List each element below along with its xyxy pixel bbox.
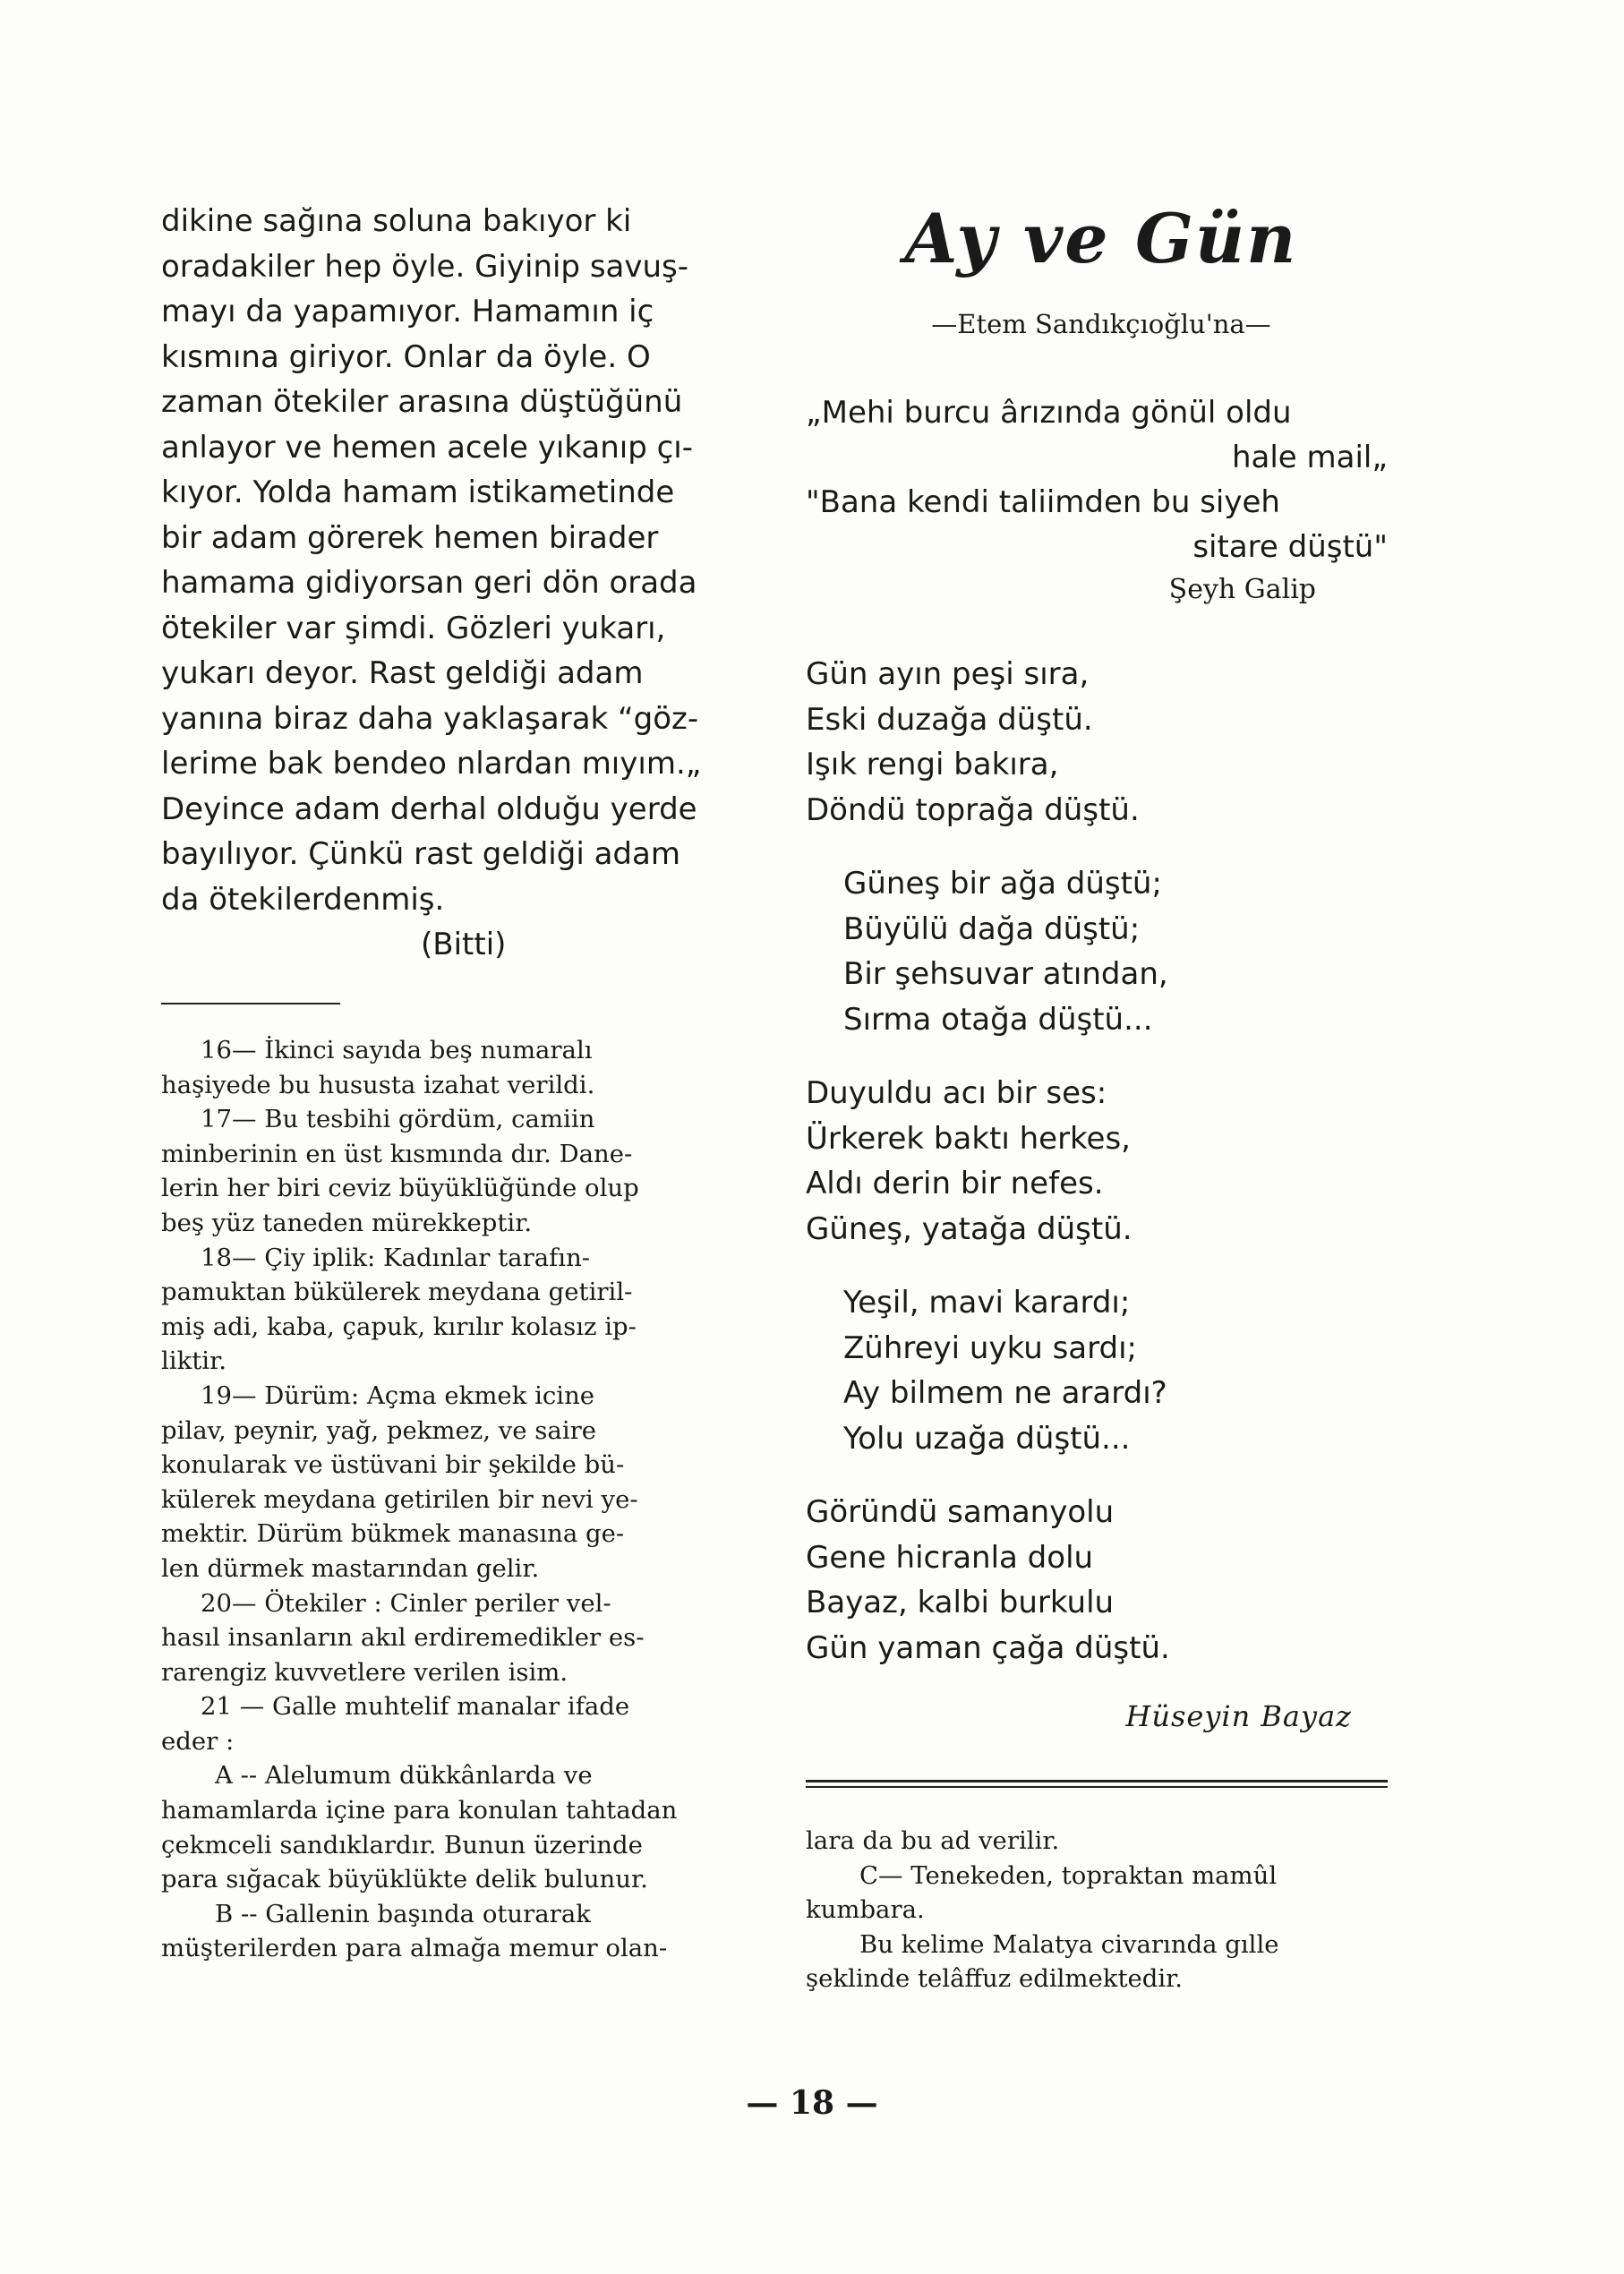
footnote-line: minberinin en üst kısmında dır. Dane-	[161, 1139, 633, 1168]
poem-line: Güneş, yatağa düştü.	[806, 1210, 1133, 1247]
footnote-line: hamamlarda içine para konulan tahtadan	[161, 1796, 678, 1825]
footnote-line: B -- Gallenin başında oturarak	[215, 1899, 591, 1928]
stanza	[806, 652, 1397, 833]
poem-title: Ay ve Gün	[904, 199, 1298, 278]
prose-line: oradakiler hep öyle. Giyinip savuş-	[161, 248, 689, 285]
footnote-line: lara da bu ad verilir.	[806, 1826, 1060, 1855]
footnote-line: beş yüz taneden mürekkeptir.	[161, 1208, 533, 1237]
poem-line: Güneş bir ağa düştü;	[843, 866, 1162, 902]
stanza	[806, 1071, 1397, 1252]
footnote-line: konularak ve üstüvani bir şekilde bü-	[161, 1450, 625, 1480]
prose-line: bir adam görerek hemen birader	[161, 519, 659, 556]
footnote-line: müşterilerden para almağa memur olan-	[161, 1934, 668, 1963]
stanza	[806, 1280, 1397, 1461]
stanza	[806, 861, 1397, 1042]
footnote-line: miş adi, kaba, çapuk, kırılır kolasız ip-	[161, 1312, 637, 1341]
footnote-line: para sığacak büyüklükte delik bulunur.	[161, 1865, 648, 1894]
poem-line: Yeşil, mavi karardı;	[843, 1285, 1131, 1321]
story-text	[161, 199, 743, 922]
prose-line: kısmına giriyor. Onlar da öyle. O	[161, 338, 651, 375]
epigraph-line: sitare düştü"	[1192, 529, 1388, 565]
poem-line: Sırma otağa düştü...	[843, 1001, 1153, 1038]
prose-line: lerime bak bendeo nlardan mıyım.„	[161, 746, 702, 782]
poem-line: Gün yaman çağa düştü.	[806, 1629, 1170, 1666]
footnote-line: 20— Ötekiler : Cinler periler vel-	[201, 1588, 611, 1618]
poem-line: Gün ayın peşi sıra,	[806, 656, 1090, 692]
prose-line: yukarı deyor. Rast geldiği adam	[161, 655, 644, 691]
epigraph-line: "Bana kendi taliimden bu siyeh	[806, 484, 1280, 520]
footnote-line: lerin her biri ceviz büyüklüğünde olup	[161, 1174, 639, 1203]
footnote-line: hasıl insanların akıl erdiremedikler es-	[161, 1623, 645, 1653]
page-number: — 18 —	[746, 2084, 878, 2122]
footnote-line: len dürmek mastarından gelir.	[161, 1553, 540, 1583]
poem-line: Ürkerek baktı herkes,	[806, 1120, 1131, 1157]
end-mark: (Bitti)	[421, 927, 507, 962]
footnote-line: mektir. Dürüm bükmek manasına ge-	[161, 1519, 625, 1549]
footnote-line: eder :	[161, 1726, 235, 1756]
footnote-line: 21 — Galle muhtelif manalar ifade	[201, 1692, 630, 1722]
prose-line: anlayor ve hemen acele yıkanıp çı-	[161, 429, 693, 466]
footnote-line: 17— Bu tesbihi gördüm, camiin	[201, 1105, 595, 1134]
footnote-line: A -- Alelumum dükkânlarda ve	[215, 1761, 593, 1791]
poem-line: Ay bilmem ne arardı?	[843, 1375, 1167, 1411]
poem-line: Göründü samanyolu	[806, 1494, 1115, 1530]
poem-line: Yolu uzağa düştü...	[843, 1420, 1131, 1457]
section-divider	[806, 1780, 1388, 1788]
footnote-line: kumbara.	[806, 1895, 925, 1925]
prose-line: yanına biraz daha yaklaşarak “göz-	[161, 700, 699, 737]
footnote-line: 19— Dürüm: Açma ekmek icine	[201, 1381, 595, 1410]
epigraph-line: „Mehi burcu ârızında gönül oldu	[806, 395, 1292, 431]
epigraph-line: hale mail„	[1231, 440, 1388, 475]
footnote-line: rarengiz kuvvetlere verilen isim.	[161, 1657, 568, 1687]
prose-line: kıyor. Yolda hamam istikametinde	[161, 474, 675, 510]
footnote-line: Bu kelime Malatya civarında gılle	[859, 1929, 1279, 1959]
prose-line: bayılıyor. Çünkü rast geldiği adam	[161, 836, 680, 872]
footnote-line: liktir.	[161, 1346, 227, 1376]
prose-line: da ötekilerdenmiş.	[161, 881, 445, 918]
poem-line: Işık rengi bakıra,	[806, 747, 1059, 782]
left-column	[161, 199, 743, 1966]
poem-line: Eski duzağa düştü.	[806, 701, 1093, 738]
footnote-line: 18— Çiy iplik: Kadınlar tarafın-	[201, 1243, 591, 1272]
footnote-continuation	[806, 1824, 1397, 1996]
footnote-line: haşiyede bu hususta izahat verildi.	[161, 1070, 595, 1099]
prose-line: dikine sağına soluna bakıyor ki	[161, 203, 632, 239]
poem-line: Gene hicranla dolu	[806, 1539, 1094, 1576]
poem-line: Büyülü dağa düştü;	[843, 910, 1141, 947]
footnote-line: 16— İkinci sayıda beş numaralı	[201, 1036, 593, 1064]
poem-line: Aldı derin bir nefes.	[806, 1166, 1104, 1201]
footnote-line: pilav, peynir, yağ, pekmez, ve saire	[161, 1415, 597, 1445]
footnotes	[161, 1033, 743, 1966]
dedication: —Etem Sandıkçıoğlu'na—	[931, 309, 1271, 339]
poem-line: Zühreyi uyku sardı;	[843, 1329, 1137, 1366]
poet-signature: Hüseyin Bayaz	[1125, 1699, 1352, 1733]
prose-line: hamama gidiyorsan geri dön orada	[161, 565, 697, 601]
prose-line: ötekiler var şimdi. Gözleri yukarı,	[161, 610, 666, 646]
prose-line: Deyince adam derhal olduğu yerde	[161, 791, 697, 827]
footnote-divider	[161, 1003, 340, 1004]
poem-body	[806, 652, 1397, 1671]
poem-line: Bayaz, kalbi burkulu	[806, 1585, 1115, 1620]
footnote-line: külerek meydana getirilen bir nevi ye-	[161, 1484, 638, 1514]
footnote-line: çekmceli sandıklardır. Bunun üzerinde	[161, 1830, 643, 1859]
poem-line: Duyuldu acı bir ses:	[806, 1075, 1107, 1111]
right-column	[806, 199, 1397, 1996]
footnote-line: şeklinde telâffuz edilmektedir.	[806, 1964, 1184, 1994]
poem-line: Döndü toprağa düştü.	[806, 791, 1140, 828]
stanza	[806, 1490, 1397, 1671]
epigraph-attribution: Şeyh Galip	[1168, 574, 1316, 605]
epigraph	[806, 390, 1397, 611]
prose-line: zaman ötekiler arasına düştüğünü	[161, 384, 683, 420]
footnote-line: C— Tenekeden, topraktan mamûl	[859, 1860, 1278, 1890]
prose-line: mayı da yapamıyor. Hamamın iç	[161, 294, 654, 329]
footnote-line: pamuktan bükülerek meydana getiril-	[161, 1278, 633, 1307]
poem-line: Bir şehsuvar atından,	[843, 956, 1168, 992]
